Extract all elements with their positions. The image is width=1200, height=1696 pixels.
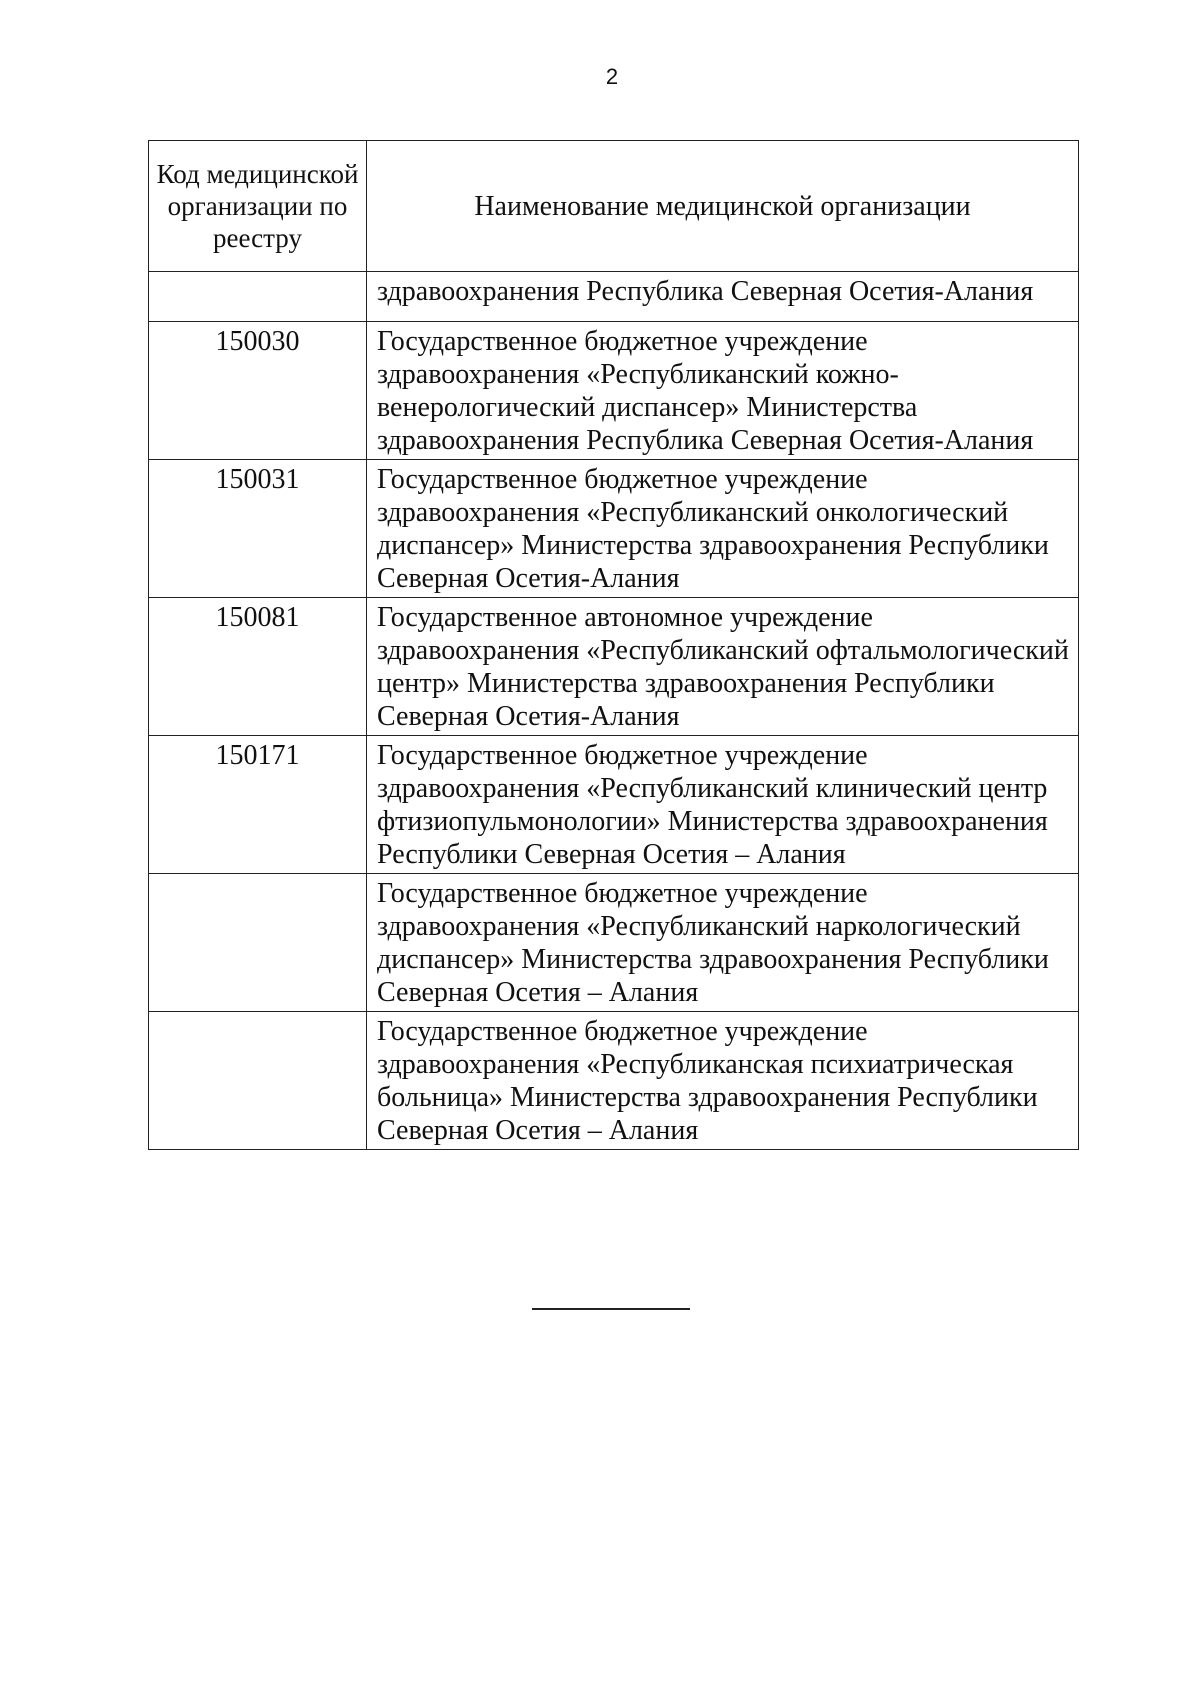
header-registry-code: Код медицинской организации по реестру [149,141,367,272]
registry-code-cell: 150031 [149,460,367,598]
organization-name-cell: Государственное бюджетное учреждение здравоохранения «Республиканский онкологический диспансер» Министерства здравоохранения Республики Северная Осетия-Алания [367,460,1079,598]
organization-name-cell: Государственное бюджетное учреждение здравоохранения «Республиканский наркологический диспансер» Министерства здравоохранения Республики Северная Осетия – Алания [367,874,1079,1012]
registry-code-cell [149,874,367,1012]
table-row [149,598,1079,736]
organization-name-cell: Государственное бюджетное учреждение здравоохранения «Республиканский кожно-венерологический диспансер» Министерства здравоохранения Республика Северная Осетия-Алания [367,322,1079,460]
header-organization-name: Наименование медицинской организации [367,141,1079,272]
table-row [149,874,1079,1012]
table-row [149,322,1079,460]
table-row [149,1012,1079,1150]
registry-code-cell [149,272,367,322]
organization-name-cell: здравоохранения Республика Северная Осетия-Алания [367,272,1079,322]
table-header-row [149,141,1079,272]
table-row [149,736,1079,874]
medical-organizations-table [148,140,1079,1150]
registry-code-cell: 150081 [149,598,367,736]
organization-name-cell: Государственное автономное учреждение здравоохранения «Республиканский офтальмологический центр» Министерства здравоохранения Республики Северная Осетия-Алания [367,598,1079,736]
organization-name-cell: Государственное бюджетное учреждение здравоохранения «Республиканский клинический центр фтизиопульмонологии» Министерства здравоохранения Республики Северная Осетия – Алания [367,736,1079,874]
page-number: 2 [605,64,619,89]
organization-name-cell: Государственное бюджетное учреждение здравоохранения «Республиканская психиатрическая больница» Министерства здравоохранения Республики Северная Осетия – Алания [367,1012,1079,1150]
table-row [149,460,1079,598]
registry-code-cell: 150171 [149,736,367,874]
end-of-document-rule [532,1308,690,1310]
registry-code-cell [149,1012,367,1150]
table-row [149,272,1079,322]
registry-code-cell: 150030 [149,322,367,460]
